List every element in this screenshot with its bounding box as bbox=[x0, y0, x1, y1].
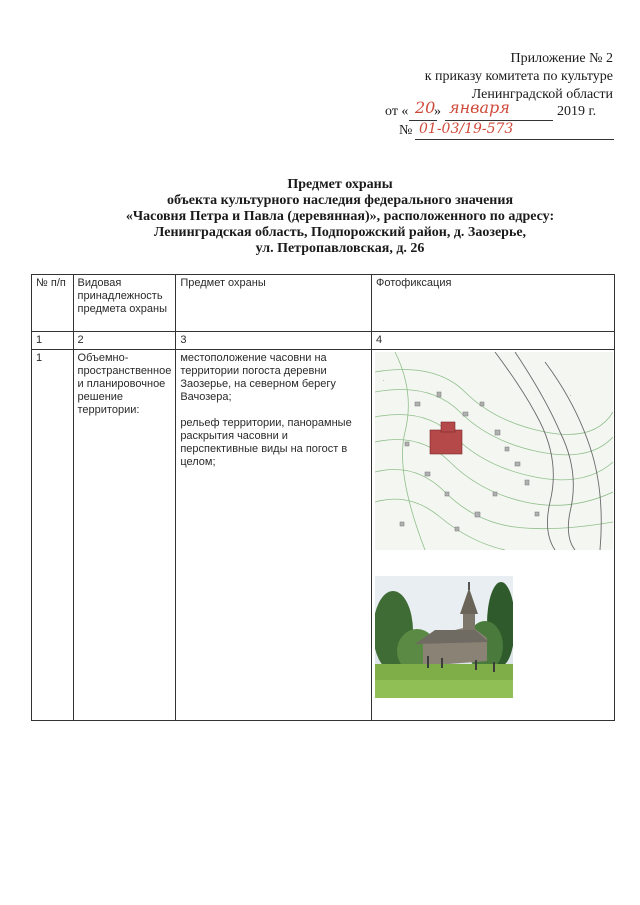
col-number-1: 1 bbox=[32, 332, 74, 350]
subject-location: местоположение часовни на территории погоста деревни Заозерье, на северном берегу Вачозера; bbox=[180, 352, 336, 403]
order-number-handwritten: 01-03/19-573 bbox=[419, 121, 514, 137]
column-number-row bbox=[32, 332, 615, 350]
subject-relief: рельеф территории, панорамные раскрытия часовни и перспективные виды на погост в целом; bbox=[180, 417, 352, 468]
title-line-4: Ленинградская область, Подпорожский район, д. Заозерье, bbox=[153, 225, 527, 240]
annex-order-ref: к приказу комитета по культуре bbox=[424, 69, 613, 84]
date-day-handwritten: 20 bbox=[415, 98, 436, 117]
title-line-1: Предмет охраны bbox=[287, 177, 393, 192]
title-line-3: «Часовня Петра и Павла (деревянная)», расположенного по адресу: bbox=[125, 209, 555, 224]
header-type: Видовая принадлежность предмета охраны bbox=[73, 275, 176, 332]
table-header-row bbox=[32, 275, 615, 332]
svg-text:·: · bbox=[570, 393, 572, 399]
row-num: 1 bbox=[32, 350, 74, 721]
row-subject bbox=[176, 350, 372, 721]
annex-region: Ленинградской области bbox=[471, 87, 613, 102]
header-num: № п/п bbox=[32, 275, 74, 332]
col-number-3: 3 bbox=[176, 332, 372, 350]
chapel-photo-image bbox=[375, 576, 513, 698]
title-line-5: ул. Петропавловская, д. 26 bbox=[255, 241, 425, 256]
header-photo: Фотофиксация bbox=[372, 275, 615, 332]
date-month-handwritten: января bbox=[449, 98, 510, 117]
document-title bbox=[40, 177, 640, 257]
site-plan-map-image bbox=[375, 352, 613, 550]
col-number-4: 4 bbox=[372, 332, 615, 350]
number-sign: № bbox=[399, 123, 413, 138]
table-row bbox=[32, 350, 615, 721]
order-number bbox=[399, 123, 614, 143]
title-line-2: объекта культурного наследия федерального значения bbox=[166, 193, 514, 208]
row-photos bbox=[372, 350, 615, 721]
annex-number: Приложение № 2 bbox=[510, 51, 613, 66]
date-prefix: от « bbox=[385, 104, 409, 119]
date-mid: » bbox=[434, 104, 441, 119]
col-number-2: 2 bbox=[73, 332, 176, 350]
protection-subject-table bbox=[31, 274, 615, 721]
header-subject: Предмет охраны bbox=[176, 275, 372, 332]
date-year: 2019 г. bbox=[557, 104, 597, 119]
row-type: Объемно-пространственное и планировочное решение территории: bbox=[73, 350, 176, 721]
annex-header bbox=[353, 50, 613, 104]
svg-text:·: · bbox=[383, 378, 385, 384]
